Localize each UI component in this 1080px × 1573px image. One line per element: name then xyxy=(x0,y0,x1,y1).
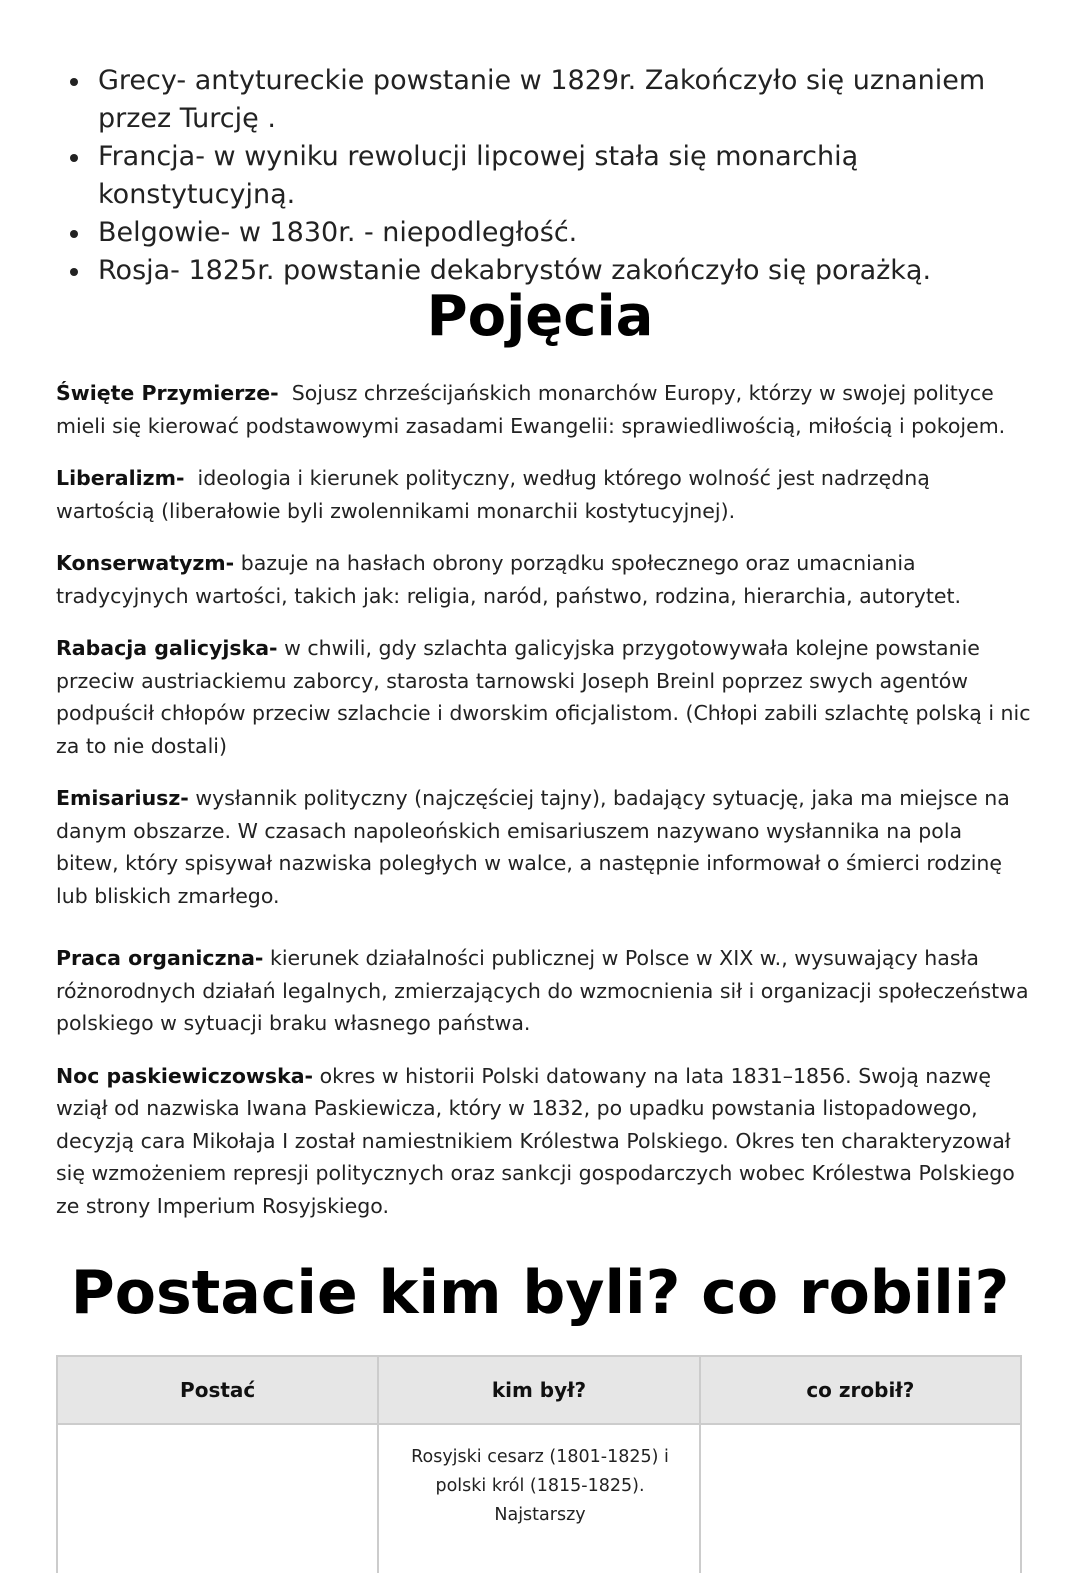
column-header-postac: Postać xyxy=(57,1356,378,1424)
column-header-co-zrobil: co zrobił? xyxy=(700,1356,1021,1424)
column-header-kim-byl: kim był? xyxy=(378,1356,699,1424)
definition-text: w chwili, gdy szlachta galicyjska przygotowywała kolejne powstanie przeciw austriackiemu zaborcy, starosta tarnowski Joseph Breinl poprzez swych agentów podpuścił chłopów przeciw szlachcie i dworskim oficjalistom. (Chłopi zabili szlachtę polską i nic za to nie dostali) xyxy=(56,636,1031,758)
section-title-postacie: Postacie kim byli? co robili? xyxy=(70,1258,1010,1328)
definition-term: Praca organiczna- xyxy=(56,946,264,970)
definition-item xyxy=(56,1060,1031,1223)
definition-term: Noc paskiewiczowska- xyxy=(56,1063,314,1088)
bullet-item: Rosja- 1825r. powstanie dekabrystów zakończyło się porażką. xyxy=(56,252,1016,290)
postacie-table xyxy=(56,1355,1022,1573)
definition-item xyxy=(56,547,1031,612)
definition-text: wysłannik polityczny (najczęściej tajny), badający sytuację, jaka ma miejsce na danym obszarze. W czasach napoleońskich emisariuszem nazywano wysłannika na pola bitew, który spisywał nazwiska poległych w walce, a następnie informował o śmierci rodzinę lub bliskich zmarłego. xyxy=(56,786,1010,908)
definition-term: Rabacja galicyjska- xyxy=(56,636,278,660)
definition-text: okres w historii Polski datowany na lata 1831–1856. Swoją nazwę wziął od nazwiska Iwana Paskiewicza, który w 1832, po upadku powstania listopadowego, decyzją cara Mikołaja I został namiestnikiem Królestwa Polskiego. Okres ten charakteryzował się wzmożeniem represji politycznych oraz sankcji gospodarczych wobec Królestwa Polskiego ze strony Imperium Rosyjskiego. xyxy=(56,1063,1015,1218)
table-cell xyxy=(57,1424,378,1573)
definition-item xyxy=(56,632,1031,762)
bullet-item: Belgowie- w 1830r. - niepodległość. xyxy=(56,214,1016,252)
definition-item xyxy=(56,462,1031,527)
bullet-item: Grecy- antytureckie powstanie w 1829r. Zakończyło się uznaniem przez Turcję . xyxy=(56,62,1016,138)
definition-item xyxy=(56,377,1031,442)
table-cell xyxy=(700,1424,1021,1573)
definition-item xyxy=(56,782,1031,912)
table-row xyxy=(57,1424,1021,1573)
section-title-pojecia: Pojęcia xyxy=(426,284,654,349)
definition-text: kierunek działalności publicznej w Polsce w XIX w., wysuwający hasła różnorodnych działań legalnych, zmierzających do wzmocnienia sił i organizacji społeczeństwa polskiego w sytuacji braku własnego państwa. xyxy=(56,946,1029,1035)
definition-text: ideologia i kierunek polityczny, według którego wolność jest nadrzędną wartością (liberałowie byli zwolennikami monarchii kostytucyjnej). xyxy=(56,466,930,523)
definitions-list xyxy=(56,377,1031,1242)
definition-text: bazuje na hasłach obrony porządku społecznego oraz umacniania tradycyjnych wartości, takich jak: religia, naród, państwo, rodzina, hierarchia, autorytet. xyxy=(56,551,962,608)
definition-term: Konserwatyzm- xyxy=(56,551,235,575)
table-header-row xyxy=(57,1356,1021,1424)
definition-term: Emisariusz- xyxy=(56,786,189,810)
definition-item xyxy=(56,942,1031,1040)
definition-term: Liberalizm- xyxy=(56,466,185,490)
table-cell: Rosyjski cesarz (1801-1825) i polski król (1815-1825). Najstarszy xyxy=(378,1424,699,1573)
definition-text: Sojusz chrześcijańskich monarchów Europy, którzy w swojej polityce mieli się kierować podstawowymi zasadami Ewangelii: sprawiedliwością, miłością i pokojem. xyxy=(56,381,1006,438)
bullet-item: Francja- w wyniku rewolucji lipcowej stała się monarchią konstytucyjną. xyxy=(56,138,1016,214)
definition-term: Święte Przymierze- xyxy=(56,381,279,405)
bullet-list xyxy=(56,62,1016,290)
